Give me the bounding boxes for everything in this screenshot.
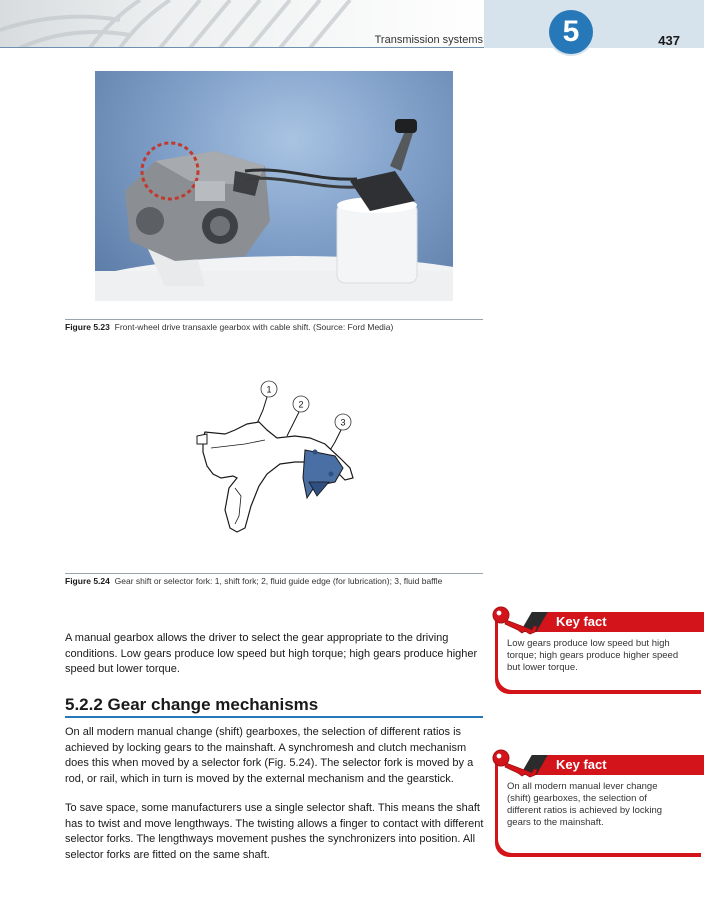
key-fact-text: Low gears produce low speed but high torque; high gears produce higher speed but lower torque.	[507, 638, 679, 673]
section-paragraph-2: To save space, some manufacturers use a single selector shaft. This means the shaft has to twist and move lengthways. The twisting allows a finger to contact with different selector forks. The lengthways movement pushes the synchronizers into position. All selector forks are fitted on the same shaft.	[65, 802, 484, 861]
figure-5-24-rule	[65, 573, 483, 574]
figure-5-23-rule	[65, 319, 483, 320]
chapter-number-badge: 5	[549, 10, 593, 54]
callout-2: 2	[298, 399, 304, 410]
figure-5-23-caption-text: Front-wheel drive transaxle gearbox with cable shift. (Source: Ford Media)	[114, 322, 394, 332]
page-number: 437	[658, 33, 680, 48]
figure-5-24-caption-text: Gear shift or selector fork: 1, shift fork; 2, fluid guide edge (for lubrication); 3, fluid baffle	[114, 576, 443, 586]
key-fact-box-1	[490, 612, 704, 690]
callout-3: 3	[340, 417, 346, 428]
gearbox-photo	[95, 71, 453, 301]
selector-fork-diagram	[185, 378, 365, 538]
figure-5-23-label: Figure 5.23	[65, 322, 110, 332]
section-heading: 5.2.2 Gear change mechanisms	[65, 695, 319, 714]
figure-5-23-caption	[65, 322, 475, 333]
callout-1: 1	[266, 384, 272, 395]
section-heading-rule	[65, 716, 483, 718]
key-icon	[490, 604, 540, 636]
figure-5-24-caption	[65, 576, 475, 587]
key-fact-box-2	[490, 755, 704, 853]
running-section-title: Transmission systems	[374, 34, 483, 46]
key-fact-title: Key fact	[556, 614, 607, 629]
transaxle-gearbox-illustration	[95, 71, 453, 301]
header-rule	[0, 47, 484, 48]
key-icon	[490, 747, 540, 779]
key-fact-text: On all modern manual lever change (shift) gearboxes, the selection of different ratios is achieved by locking gears to the mainshaft.	[507, 781, 663, 828]
figure-5-24-label: Figure 5.24	[65, 576, 110, 586]
section-paragraph-1: On all modern manual change (shift) gearboxes, the selection of different ratios is achieved by locking gears to the mainshaft. A synchromesh and clutch mechanism does this when moved by a selector fork (Fig. 5.24). The selector fork is moved by a rod, or rail, which in turn is moved by the external mechanism and the gearstick.	[65, 726, 474, 785]
intro-paragraph: A manual gearbox allows the driver to select the gear appropriate to the driving conditions. Low gears produce low speed but high torque; high gears produce higher speed but lower torque.	[65, 632, 478, 675]
key-fact-title: Key fact	[556, 757, 607, 772]
